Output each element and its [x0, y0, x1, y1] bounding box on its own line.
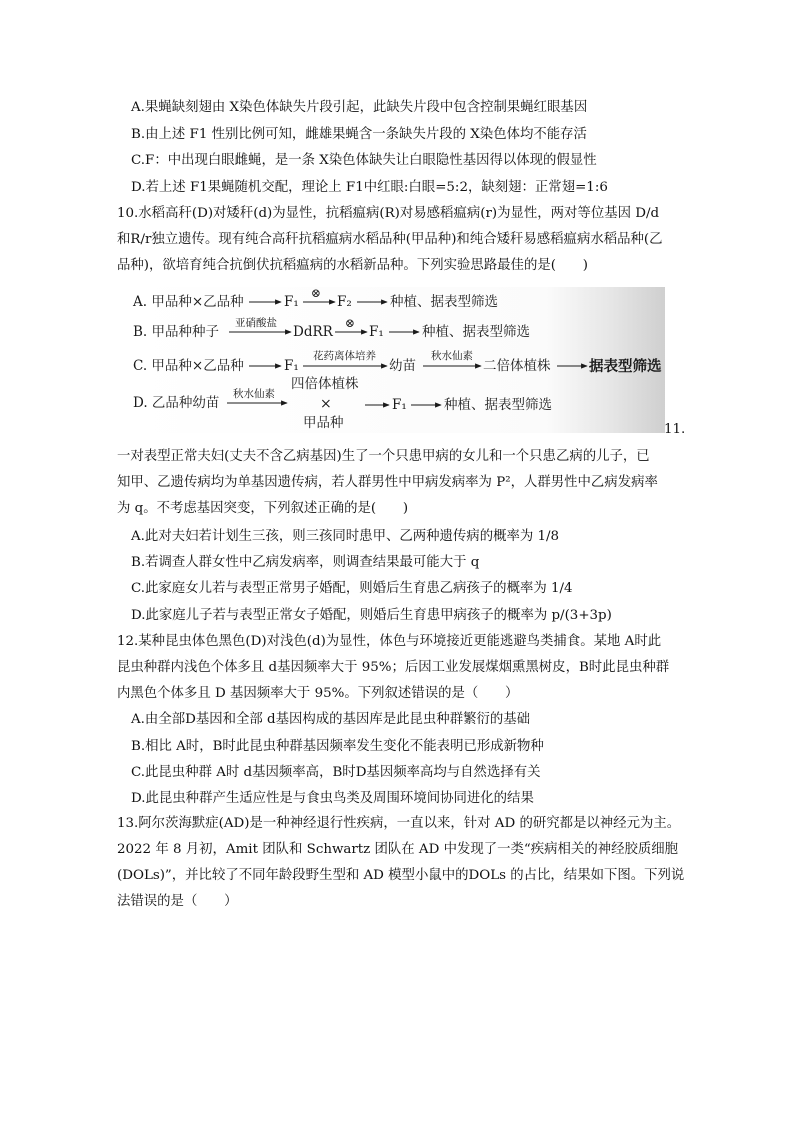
q11-stem-line-2: 知甲、乙遗传病均为单基因遗传病，若人群男性中甲病发病率为 P²，人群男性中乙病发病率 [117, 475, 658, 490]
q11-stem-line-1: 一对表型正常夫妇(丈夫不含乙病基因)生了一个只患甲病的女儿和一个只患乙病的儿子，已 [117, 449, 650, 464]
breeding-scheme-svg [127, 287, 665, 433]
row-c-diploid-plant: 二倍体植株 [483, 358, 551, 374]
row-c-end: 据表型筛选 [589, 358, 662, 375]
q13-stem-line-4: 法错误的是（ ） [117, 894, 238, 909]
q12-option-a: A.由全部D基因和全部 d基因构成的基因库是此昆虫种群繁衍的基础 [131, 712, 531, 727]
row-a-label: A. 甲品种×乙品种 [133, 294, 244, 310]
q9-option-b: B.由上述 F1 性别比例可知，雌雄果蝇含一条缺失片段的 X染色体均不能存活 [131, 127, 587, 142]
row-a-f2: F₂ [337, 294, 352, 310]
q9-option-d: D.若上述 F1果蝇随机交配，理论上 F1中红眼:白眼=5:2，缺刻翅：正常翅=1:6 [131, 180, 608, 195]
row-b-end: 种植、据表型筛选 [422, 324, 530, 340]
row-d-cross-symbol: × [320, 396, 332, 412]
q10-stem-line-2: 和R/r独立遗传。现有纯合高秆抗稻瘟病水稻品种(甲品种)和纯合矮秆易感稻瘟病水稻品种(乙 [117, 232, 663, 247]
row-d-treatment: 秋水仙素 [233, 388, 275, 400]
q12-stem-line-2: 昆虫种群内浅色个体多且 d基因频率大于 95%；后因工业发展煤烟熏黑树皮，B时此昆虫种群 [117, 660, 670, 675]
row-a-self-symbol: ⊗ [311, 287, 322, 300]
q11-option-b: B.若调查人群女性中乙病发病率，则调查结果最可能大于 q [131, 555, 480, 570]
row-b-f1: F₁ [369, 324, 384, 340]
row-b-self-symbol: ⊗ [345, 316, 356, 330]
row-d-label: D. 乙品种幼苗 [133, 395, 220, 411]
q10-stem-line-3: 品种)，欲培育纯合抗倒伏抗稻瘟病的水稻新品种。下列实验思路最佳的是( ) [117, 258, 588, 273]
row-d-end: 种植、据表型筛选 [444, 397, 552, 413]
row-d-tetraploid-plant: 四倍体植株 [291, 376, 359, 392]
row-b-treatment: 亚硝酸盐 [235, 317, 277, 329]
row-c-label: C. 甲品种×乙品种 [133, 358, 244, 374]
q11-option-c: C.此家庭女儿若与表型正常男子婚配，则婚后生育患乙病孩子的概率为 1/4 [131, 581, 573, 596]
q13-stem-line-2: 2022 年 8 月初，Amit 团队和 Schwartz 团队在 AD 中发现了一类“疾病相关的神经胶质细胞 [117, 842, 679, 857]
row-d-f1: F₁ [392, 397, 407, 413]
row-b-genotype: DdRR [293, 324, 333, 340]
q11-option-d: D.此家庭儿子若与表型正常女子婚配，则婚后生育患甲病孩子的概率为 p/(3+3p) [131, 608, 612, 623]
q12-option-b: B.相比 A时，B时此昆虫种群基因频率发生变化不能表明已形成新物种 [131, 739, 544, 754]
q9-option-c: C.F：中出现白眼雌蝇，是一条 X染色体缺失让白眼隐性基因得以体现的假显性 [131, 153, 597, 168]
row-d-parent-jia: 甲品种 [303, 415, 344, 431]
q12-stem-line-1: 12.某种昆虫体色黑色(D)对浅色(d)为显性，体色与环境接近更能逃避鸟类捕食。某地 A时此 [117, 634, 662, 649]
q12-option-c: C.此昆虫种群 A时 d基因频率高，B时D基因频率高均与自然选择有关 [131, 765, 541, 780]
row-a-f1: F₁ [284, 294, 299, 310]
row-c-seedling: 幼苗 [389, 358, 416, 374]
row-b-label: B. 甲品种种子 [133, 324, 220, 340]
row-c-treatment-2: 秋水仙素 [431, 350, 473, 362]
row-c-treatment-1: 花药离体培养 [313, 350, 376, 362]
q12-option-d: D.此昆虫种群产生适应性是与食虫鸟类及周围环境间协同进化的结果 [131, 791, 534, 806]
row-a-end: 种植、据表型筛选 [390, 294, 498, 310]
q10-stem-line-1: 10.水稻高秆(D)对矮秆(d)为显性，抗稻瘟病(R)对易感稻瘟病(r)为显性，两对等位基因 D/d [117, 206, 660, 221]
q11-number: 11. [664, 422, 686, 437]
row-c-f1: F₁ [284, 358, 299, 374]
q11-option-a: A.此对夫妇若计划生三孩，则三孩同时患甲、乙两种遗传病的概率为 1/8 [131, 529, 560, 544]
q11-stem-line-3: 为 q。不考虑基因突变，下列叙述正确的是( ) [117, 501, 409, 516]
breeding-scheme-figure [127, 287, 665, 433]
q9-option-a: A.果蝇缺刻翅由 X染色体缺失片段引起，此缺失片段中包含控制果蝇红眼基因 [131, 100, 588, 115]
q13-stem-line-1: 13.阿尔茨海默症(AD)是一种神经退行性疾病，一直以来，针对 AD 的研究都是以神经元为主。 [117, 816, 681, 831]
q12-stem-line-3: 内黑色个体多且 D 基因频率大于 95%。下列叙述错误的是（ ） [117, 686, 519, 701]
q13-stem-line-3: (DOLs)”，并比较了不同年龄段野生型和 AD 模型小鼠中的DOLs 的占比，结果如下图。下列说 [117, 868, 685, 883]
